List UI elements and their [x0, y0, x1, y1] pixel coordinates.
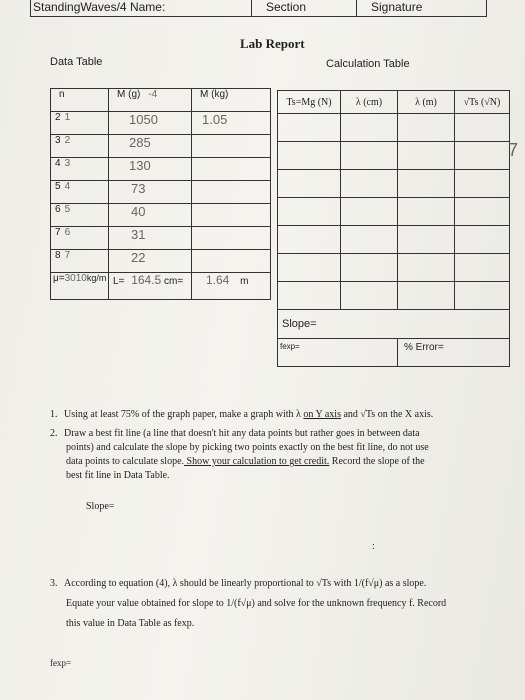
table-row — [278, 142, 510, 170]
table-row — [278, 254, 510, 282]
margin-mark: 7 — [508, 140, 519, 160]
fexp-answer-label: fexp= — [50, 658, 72, 668]
header-lambda-cm: λ (cm) — [341, 91, 398, 114]
header-mkg: M (kg) — [192, 89, 271, 112]
table-row — [278, 170, 510, 198]
name-field-label: StandingWaves/4 Name: — [33, 0, 166, 14]
data-table-label: Data Table — [50, 56, 103, 68]
table-row: 3 2 285 — [51, 135, 271, 158]
section-field-label: Section — [266, 0, 307, 14]
length-m-cell: 1.64 m — [192, 273, 271, 300]
error-cell: % Error= — [398, 339, 510, 367]
table-row: 8 7 22 — [51, 250, 271, 273]
length-cell: L= 164.5 cm= — [109, 273, 192, 300]
data-table — [50, 88, 271, 300]
table-row — [278, 226, 510, 254]
table-row: 5 4 73 — [51, 181, 271, 204]
fexp-cell: fexp= — [278, 339, 398, 367]
table-row: 7 6 31 — [51, 227, 271, 250]
table-row: 4 3 130 — [51, 158, 271, 181]
signature-field-label: Signature — [371, 0, 423, 14]
header-strip — [30, 0, 487, 17]
calc-table-label: Calculation Table — [326, 58, 410, 70]
slope-answer-label: Slope= — [86, 501, 115, 512]
table-row — [278, 282, 510, 310]
table-row — [278, 114, 510, 142]
table-row — [278, 198, 510, 226]
header-n: n — [51, 89, 109, 112]
instruction-2: 2. Draw a best fit line (a line that doesn't hit any data points but rather goes in between data points) and calculate the slope by picking two points exactly on the best fit line, do not use data points to calculate slope. Show your calculation to get credit. Record the slope of the best fit line in Data Table. — [50, 428, 429, 481]
header-lambda-m: λ (m) — [398, 91, 455, 114]
mu-cell: μ=3010kg/m — [51, 273, 109, 300]
header-mg: M (g) -4 — [109, 89, 192, 112]
calculation-table — [277, 90, 510, 367]
page-title: Lab Report — [240, 36, 305, 51]
table-row: 2 1 1050 1.05 — [51, 112, 271, 135]
instruction-1: 1. Using at least 75% of the graph paper, make a graph with λ on Y axis and √Ts on the X axis. — [50, 409, 434, 420]
instruction-3: 3. According to equation (4), λ should be linearly proportional to √Ts with 1/(f√μ) as a slope. Equate your value obtained for slope to 1/(f√μ) and solve for the unknown frequency f. Record this value in Data Table as fexp. — [50, 578, 447, 629]
slope-cell: Slope= — [278, 310, 510, 339]
header-sqrt-tension: √Ts (√N) — [455, 91, 510, 114]
header-tension: Ts=Mg (N) — [278, 91, 341, 114]
table-row-summary — [51, 273, 271, 300]
table-row: 6 5 40 — [51, 204, 271, 227]
stray-mark: : — [372, 541, 375, 552]
